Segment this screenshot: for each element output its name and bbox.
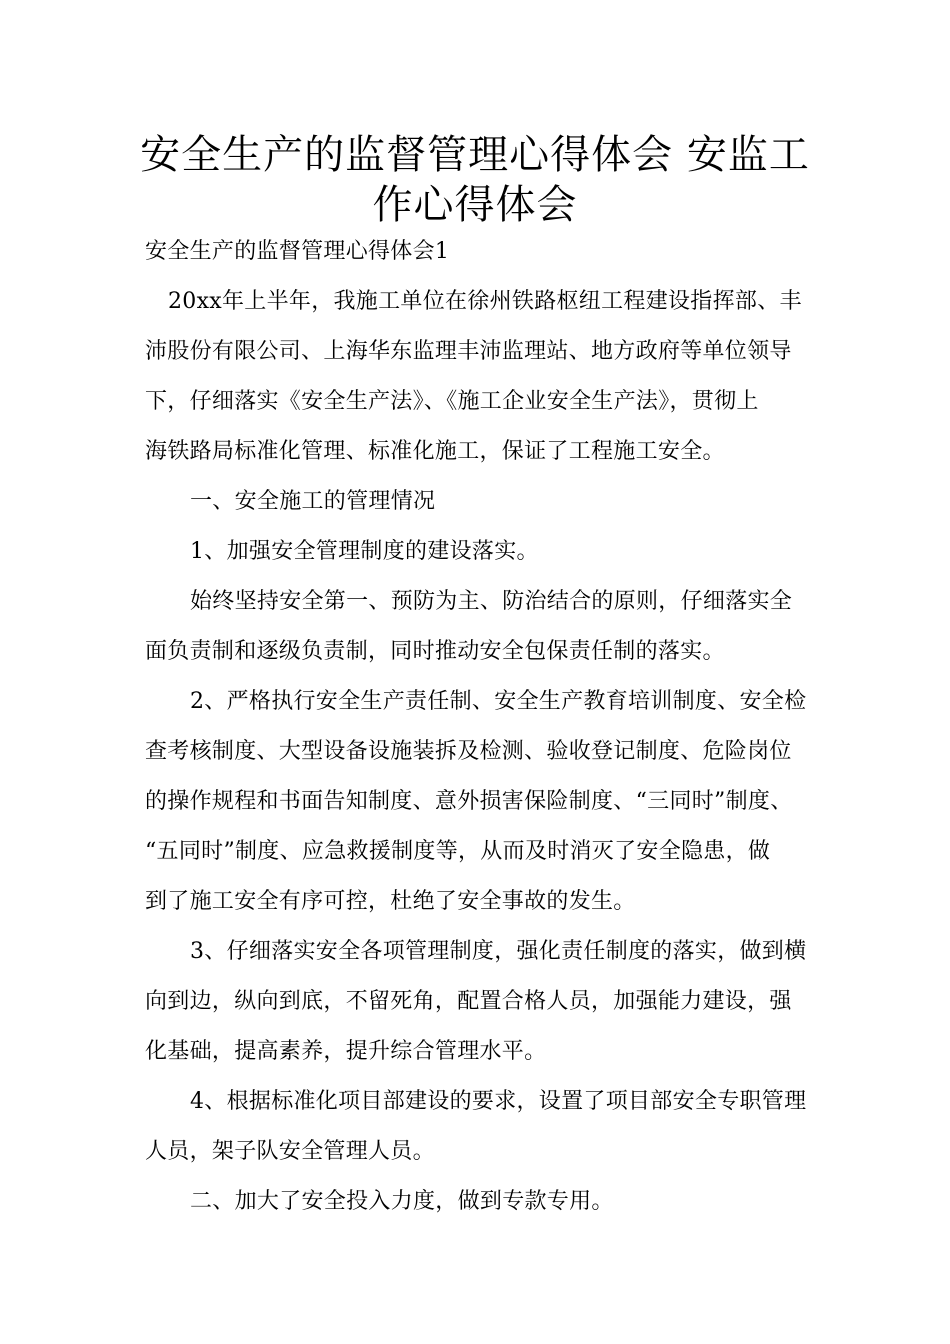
paragraph-line: 的操作规程和书面告知制度、意外损害保险制度、“三同时”制度、 — [145, 789, 793, 814]
paragraph-line: 面负责制和逐级负责制，同时推动安全包保责任制的落实。 — [145, 639, 725, 664]
paragraph-line: 海铁路局标准化管理、标准化施工，保证了工程施工安全。 — [145, 439, 725, 464]
subsection-heading: 1、加强安全管理制度的建设落实。 — [190, 539, 539, 564]
paragraph-line: 化基础，提高素养，提升综合管理水平。 — [145, 1039, 547, 1064]
paragraph-line: 下，仔细落实《安全生产法》、《施工企业安全生产法》，贯彻上 — [145, 389, 759, 414]
paragraph-line: 4、根据标准化项目部建设的要求，设置了项目部安全专职管理 — [190, 1089, 807, 1114]
paragraph-line: 向到边，纵向到底，不留死角，配置合格人员，加强能力建设，强 — [145, 989, 792, 1014]
section-heading: 一、安全施工的管理情况 — [190, 489, 436, 514]
paragraph-line: 20xx年上半年，我施工单位在徐州铁路枢纽工程建设指挥部、丰 — [168, 289, 802, 314]
paragraph-line: 2、严格执行安全生产责任制、安全生产教育培训制度、安全检 — [190, 689, 807, 714]
paragraph-line: 始终坚持安全第一、预防为主、防治结合的原则，仔细落实全 — [190, 589, 793, 614]
document-title-line-2: 作心得体会 — [372, 182, 578, 228]
paragraph-line: 3、仔细落实安全各项管理制度，强化责任制度的落实，做到横 — [190, 939, 807, 964]
paragraph-line: 人员，架子队安全管理人员。 — [145, 1139, 435, 1164]
section-subtitle: 安全生产的监督管理心得体会1 — [145, 239, 450, 264]
paragraph-line: 到了施工安全有序可控，杜绝了安全事故的发生。 — [145, 889, 636, 914]
document-title-line-1: 安全生产的监督管理心得体会 安监工 — [140, 132, 810, 178]
paragraph-line: 查考核制度、大型设备设施装拆及检测、验收登记制度、危险岗位 — [145, 739, 792, 764]
section-heading: 二、加大了安全投入力度，做到专款专用。 — [190, 1189, 614, 1214]
paragraph-line: “五同时”制度、应急救援制度等，从而及时消灭了安全隐患，做 — [145, 839, 771, 864]
paragraph-line: 沛股份有限公司、上海华东监理丰沛监理站、地方政府等单位领导 — [145, 339, 792, 364]
